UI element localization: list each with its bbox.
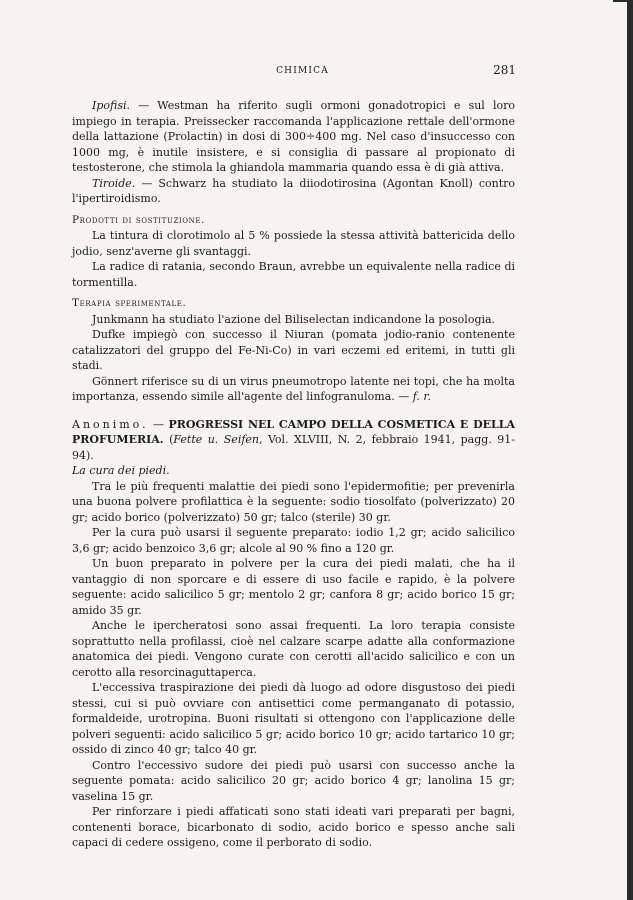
article-subtitle	[72, 463, 515, 479]
article-journal: Fette u. Seifen,	[173, 433, 263, 446]
page-edge-mark	[613, 0, 627, 2]
article-dash: —	[148, 417, 169, 431]
page-number: 281	[493, 63, 516, 77]
article-citation: Vol. XLVIII, N. 2, febbraio 1941, pagg. 91-94).	[72, 433, 515, 462]
heading-prodotti: Prodotti di sostituzione.	[72, 213, 205, 226]
page-edge	[627, 0, 633, 900]
signature: — f. r.	[394, 390, 431, 403]
tiroide-label: Tiroide.	[92, 176, 136, 190]
article-paragraph-4: Anche le ipercheratosi sono assai frequenti. La loro terapia consiste soprattutto nella profilassi, cioè nel calzare scarpe adatte alla conformazione anatomica dei piedi. Vengono curate con cerotti all'acido salicilico e con un cerotto alla resorcinaguttaperca.	[72, 619, 515, 679]
article-paragraph-3: Un buon preparato in polvere per la cura dei piedi malati, che ha il vantaggio di non sporcare e di essere di uso facile e rapido, è la polvere seguente: acido salicilico 5 gr; mentolo 2 gr; canfora 8 gr; acido borico 15 gr; amido 35 gr.	[72, 557, 515, 617]
paragraph-prodotti-1: La tintura di clorotimolo al 5 % possiede la stessa attività battericida dello jodio, senz'averne gli svantaggi.	[72, 229, 515, 258]
article-paragraph-7: Per rinforzare i piedi affaticati sono stati ideati vari preparati per bagni, contenenti borace, bicarbonato di sodio, acido borico e spesso anche sali capaci di cedere ossigeno, come il perborato di sodio.	[72, 805, 515, 849]
article-paragraph-6: Contro l'eccessivo sudore dei piedi può usarsi con successo anche la seguente pomata: acido salicilico 20 gr; acido borico 4 gr; lanolina 15 gr; vaselina 15 gr.	[72, 758, 515, 803]
paragraph-tiroide	[72, 176, 515, 207]
article-open-paren: (	[163, 433, 174, 446]
terapia-3-text: Gönnert riferisce su di un virus pneumotropo latente nei topi, che ha molta importanza, essendo simile all'agente del linfogranuloma.	[72, 374, 515, 403]
paragraph-prodotti-2: La radice di ratania, secondo Braun, avrebbe un equivalente nella radice di tormentilla.	[72, 260, 515, 289]
article-paragraph-2: Per la cura può usarsi il seguente preparato: iodio 1,2 gr; acido salicilico 3,6 gr; acido benzoico 3,6 gr; alcole al 90 % fino a 120 gr.	[72, 526, 515, 555]
ipofisi-text: — Westman ha riferito sugli ormoni gonadotropici e sul loro impiego in terapia. Preissecker raccomanda l'applicazione rettale dell'ormone della lattazione (Prolactin) in dosi di 300÷400 mg. Nel caso d'insuccesso con 1000 mg, è inutile insistere, e si consiglia di passare al propionato di testosterone, che stimola la ghiandola mammaria quando essa è di già attiva.	[72, 99, 515, 174]
running-title: CHIMICA	[276, 66, 329, 76]
article-heading	[72, 417, 515, 464]
paragraph-terapia-2: Dufke impiegò con successo il Niuran (pomata jodio-ranio contenente catalizzatori del gruppo del Fe-Ni-Co) in vari eczemi ed eritemi, in tutti gli stadi.	[72, 328, 515, 372]
paragraph-ipofisi	[72, 98, 515, 176]
article-author: Anonimo.	[72, 417, 149, 431]
article-title: PROGRESSI NEL CAMPO DELLA COSMETICA E DELLA PROFUMERIA.	[72, 417, 515, 446]
ipofisi-label: Ipofisi.	[92, 99, 131, 112]
heading-terapia: Terapia sperimentale.	[72, 297, 187, 309]
paragraph-terapia-3	[72, 374, 515, 405]
page-body	[72, 98, 515, 851]
subtitle-text: La cura dei piedi.	[72, 464, 170, 477]
paragraph-terapia-1: Junkmann ha studiato l'azione del Biliselectan indicandone la posologia.	[92, 312, 496, 326]
tiroide-text: — Schwarz ha studiato la diiodotirosina (Agontan Knoll) contro l'ipertiroidismo.	[72, 176, 515, 205]
article-paragraph-1: Tra le più frequenti malattie dei piedi sono l'epidermofitie; per prevenirla una buona polvere profilattica è la seguente: sodio tiosolfato (polverizzato) 20 gr; acido borico (polverizzato) 50 gr; talco (sterile) 30 gr.	[72, 479, 515, 524]
article-paragraph-5: L'eccessiva traspirazione dei piedi dà luogo ad odore disgustoso dei piedi stessi, cui si può ovviare con antisettici come permanganato di potassio, formaldeide, urotropina. Buoni risultati si ottengono con l'applicazione delle polveri seguenti: acido salicilico 5 gr; acido borico 10 gr; acido tartarico 10 gr; ossido di zinco 40 gr; talco 40 gr.	[72, 681, 515, 756]
